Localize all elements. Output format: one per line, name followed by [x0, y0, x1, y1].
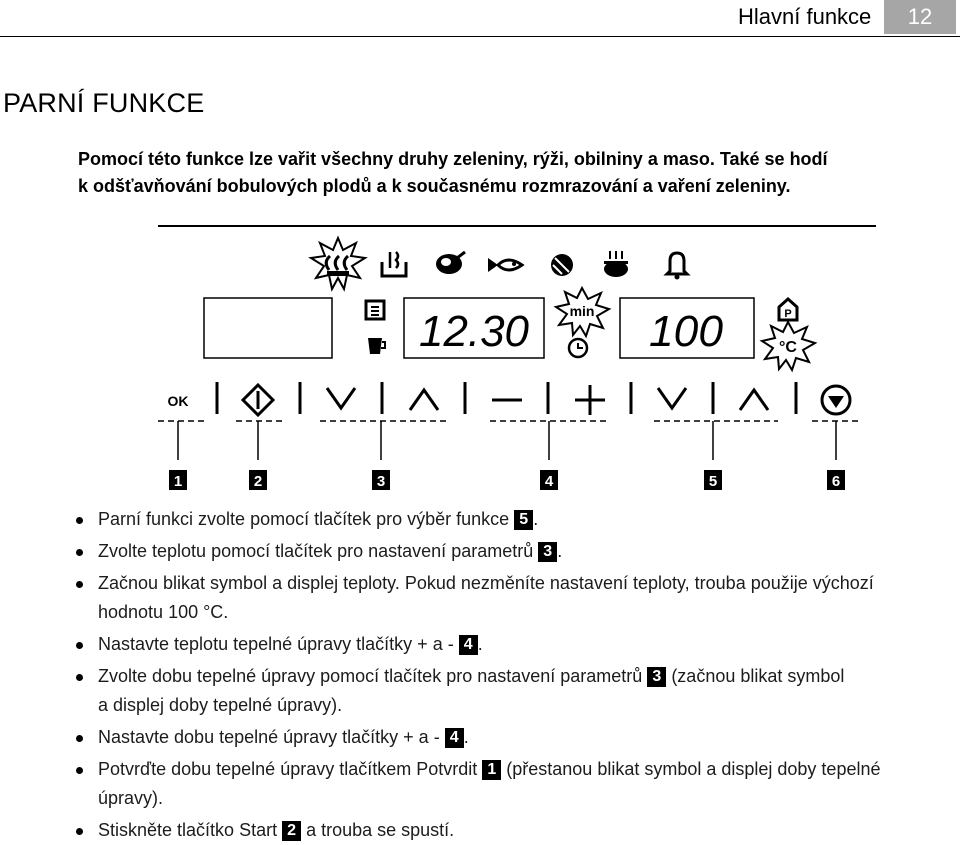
list-item: Nastavte dobu tepelné úpravy tlačítky + a - 4 .	[76, 723, 956, 752]
callout-6	[827, 470, 845, 490]
step-number-badge: 4	[459, 635, 478, 655]
page-number: 12	[884, 0, 956, 34]
min-label: min	[569, 303, 595, 319]
time-display-value: 12.30	[419, 307, 530, 356]
list-item: Potvrďte dobu tepelné úpravy tlačítkem Potvrdit 1 (přestanou blikat symbol a displej doby tepelné úpravy).	[76, 755, 956, 813]
step-number-badge: 4	[445, 728, 464, 748]
panel-top-rule	[158, 225, 876, 227]
degree-celsius-label: °C	[779, 339, 797, 356]
grill-icon	[436, 252, 465, 274]
pizza-icon	[551, 254, 573, 276]
fish-icon	[488, 258, 522, 272]
svg-text:2: 2	[253, 473, 263, 490]
list-item: Parní funkci zvolte pomocí tlačítek pro výběr funkce 5 .	[76, 505, 956, 534]
list-item: Zvolte dobu tepelné úpravy pomocí tlačítek pro nastavení parametrů 3 (začnou blikat symbol a displej doby tepelné úpravy).	[76, 662, 956, 720]
list-item: Nastavte teplotu tepelné úpravy tlačítky + a - 4 .	[76, 630, 956, 659]
step-number-badge: 3	[647, 667, 666, 687]
temperature-display-value: 100	[649, 307, 724, 356]
step-number-badge: 1	[482, 760, 501, 780]
section-title: PARNÍ FUNKCE	[3, 88, 205, 118]
steam-icon	[311, 238, 365, 289]
svg-text:4: 4	[544, 473, 554, 490]
temperature-unit-icon	[762, 322, 815, 370]
svg-text:5: 5	[708, 473, 718, 490]
step-number-badge: 2	[282, 821, 301, 841]
svg-text:3: 3	[376, 473, 386, 490]
plus-button[interactable]	[575, 385, 605, 415]
callout-2	[249, 470, 267, 490]
callout-5	[704, 470, 722, 490]
callout-4	[540, 470, 558, 490]
ok-label: OK	[167, 393, 189, 409]
control-panel-diagram	[150, 228, 890, 496]
ok-button[interactable]	[168, 393, 189, 409]
callout-3	[372, 470, 390, 490]
defrost-icon	[382, 252, 406, 276]
bell-icon	[667, 253, 687, 280]
callout-leaders	[178, 421, 836, 460]
step-number-badge: 5	[514, 510, 533, 530]
clock-icon	[569, 339, 587, 357]
intro-paragraph	[78, 146, 878, 200]
start-button[interactable]	[243, 385, 273, 415]
parameter-down-button[interactable]	[327, 388, 355, 408]
timer-min-icon	[556, 288, 609, 336]
program-icon	[779, 299, 797, 320]
cup-icon	[368, 338, 385, 354]
function-down-button[interactable]	[658, 388, 686, 408]
steam-cooking-icon	[604, 251, 628, 277]
intro-line-2: k odšťavňování bobulových plodů a k současnému rozmrazování a vaření zeleniny.	[78, 176, 791, 196]
svg-text:6: 6	[831, 473, 841, 490]
left-blank-display	[204, 298, 332, 358]
step-number-badge: 3	[538, 542, 557, 562]
svg-text:1: 1	[173, 473, 183, 490]
intro-line-1: Pomocí této funkce lze vařit všechny druhy zeleniny, rýži, obilniny a maso. Také se hodí	[78, 149, 828, 169]
header-divider	[0, 36, 960, 37]
stop-button[interactable]	[822, 386, 850, 414]
callout-1	[169, 470, 187, 490]
list-item: Začnou blikat symbol a displej teploty. Pokud nezměníte nastavení teploty, trouba použije výchozí hodnotu 100 °C.	[76, 569, 956, 627]
list-item: Stiskněte tlačítko Start 2 a trouba se spustí.	[76, 816, 956, 845]
parameter-up-button[interactable]	[410, 390, 438, 410]
menu-icon	[366, 301, 384, 319]
chapter-title: Hlavní funkce	[738, 4, 872, 29]
function-up-button[interactable]	[740, 390, 768, 410]
separators	[217, 382, 796, 414]
instruction-list	[76, 505, 956, 845]
p-label: P	[784, 308, 792, 320]
list-item: Zvolte teplotu pomocí tlačítek pro nastavení parametrů 3 .	[76, 537, 956, 566]
